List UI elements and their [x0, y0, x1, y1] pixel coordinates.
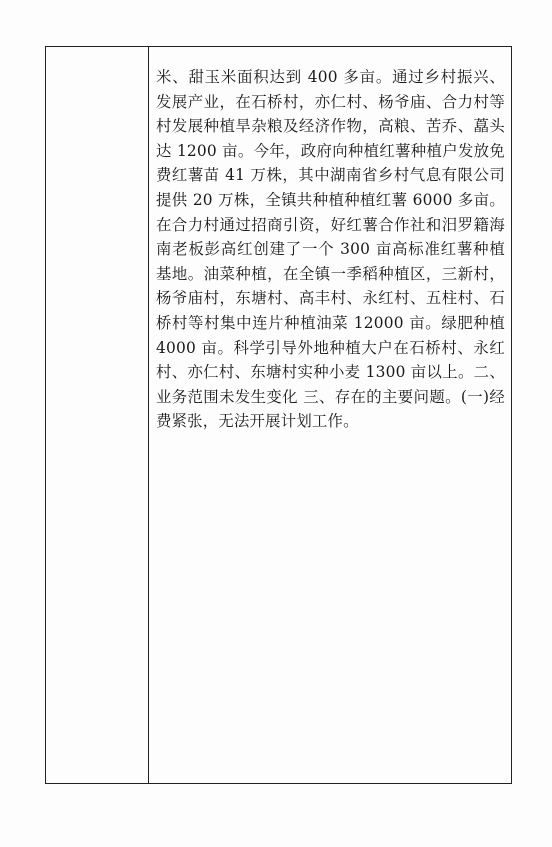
body-paragraph: 米、甜玉米面积达到 400 多亩。通过乡村振兴、发展产业，在石桥村，亦仁村、杨爷庙、合力村等村发展种植旱杂粮及经济作物，高粮、苦乔、藠头达 1200 亩。今年，政府向种植红薯种植户发放免费红薯苗 41 万株，其中湖南省乡村气息有限公司提供 20 万株，全镇共种植种植红薯 6000 多亩。在合力村通过招商引资，好红薯合作社和汨罗籍海南老板彭高红创建了一个 300 亩高标准红薯种植基地。油菜种植，在全镇一季稻种植区，三新村，杨爷庙村，东塘村、高丰村、永红村、五柱村、石桥村等村集中连片种植油菜 12000 亩。绿肥种植 4000 亩。科学引导外地种植大户在石桥村、永红村、亦仁村、东塘村实种小麦 1300 亩以上。二、业务范围未发生变化 三、存在的主要问题。(一)经费紧张，无法开展计划工作。: [156, 68, 505, 431]
content-cell: [150, 47, 511, 783]
column-divider: [148, 47, 149, 783]
document-table: [45, 46, 512, 784]
